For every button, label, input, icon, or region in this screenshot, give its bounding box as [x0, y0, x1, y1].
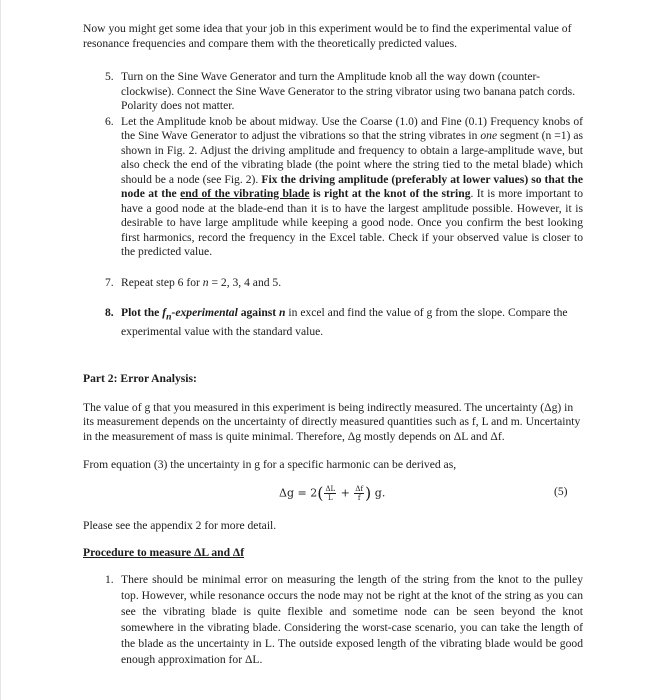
step-5: [83, 70, 583, 114]
item-text: There should be minimal error on measuring the length of the string from the knot to the pulley top. However, while resonance occurs the node may not be right at the knot of the string as you can see the vibrating blade is quite flexible and sometime node can be seen beyond the knot somewhere in the vibrating blade. Considering the worst-case scenario, you can take the length of the blade as the uncertainty in L. The outside exposed length of the vibrating blade would be good enough approximation for ΔL.: [121, 572, 583, 666]
fraction-denominator: L: [327, 493, 333, 502]
variable-n: n: [279, 306, 286, 319]
step-text-part: Repeat step 6 for: [121, 275, 203, 289]
bold-underlined-phrase: end of the vibrating blade: [180, 187, 310, 200]
equation-5: [83, 483, 583, 505]
document-body: [83, 22, 583, 668]
close-paren: ): [365, 483, 372, 503]
fraction-df-f: [354, 485, 364, 502]
variable-n: n: [202, 275, 209, 289]
bold-instruction: is right at the knot of the string: [309, 187, 471, 200]
step-text-part: Let the Amplitude knob be about midway. Use the Coarse (1.0) and Fine (0.1) Frequency knobs of the Sine Wave Generator to adjust the vibrations so that the string vibrates in: [121, 114, 583, 142]
procedure-steps-list: [83, 70, 583, 339]
step-number: 6.: [105, 114, 114, 128]
procedure-heading: Procedure to measure ΔL and Δf: [83, 546, 245, 560]
equation-body: [279, 485, 385, 502]
section-heading: Part 2: Error Analysis:: [83, 372, 197, 386]
step-text-part: segment (n =1) as shown in Fig. 2. Adjust the driving amplitude and frequency to obtain a large-amplitude wave, but also check the end of the vibrating blade (the point where the string tied to the metal blade) which should be a node (see Fig. 2).: [121, 129, 584, 186]
step-6: [83, 115, 583, 260]
fraction-numerator: Δf: [355, 484, 364, 493]
open-paren: (: [317, 483, 324, 503]
plus-sign: +: [340, 486, 350, 500]
step-text: Turn on the Sine Wave Generator and turn the Amplitude knob all the way down (counter-clockwise). Connect the Sine Wave Generator to the string vibrator using two banana patch cords. Polarity does not matter.: [121, 70, 576, 112]
fraction-dl-l: [324, 485, 336, 502]
step-text-part: Plot the: [121, 306, 163, 319]
equation-lhs: Δg = 2: [279, 486, 318, 500]
step-number: 7.: [105, 275, 114, 289]
fraction-numerator: ΔL: [325, 484, 336, 493]
variable-f: f: [162, 306, 167, 319]
emphasis-experimental: -experimental: [171, 306, 238, 319]
step-text-part: . It is more important to have a good node at the blade-end than it is to have the largest amplitude possible. However, it is desirable to have large amplitude while keeping a good node. Once you confirm the best looking first harmonics, record the frequency in the Excel table. Check if your observed value is closer to the predicted value.: [121, 187, 584, 258]
equation-rhs: g.: [374, 486, 386, 500]
step-7: [83, 276, 583, 291]
error-analysis-paragraph: The value of g that you measured in this experiment is being indirectly measured. The uncertainty (Δg) in its measurement depends on the uncertainty of directly measured quantities such as f, L and m. Uncertainty in the measurement of mass is quite minimal. Therefore, Δg mostly depends on ΔL and Δf.: [83, 400, 581, 443]
subscript-n: n: [166, 311, 172, 323]
fraction-denominator: f: [357, 493, 361, 502]
step-number: 5.: [105, 70, 114, 83]
step-text-part: = 2, 3, 4 and 5.: [208, 275, 282, 289]
step-number: 8.: [105, 306, 114, 319]
emphasis-one: one: [480, 129, 498, 142]
item-number: 1.: [105, 572, 114, 586]
derivation-paragraph: From equation (3) the uncertainty in g for a specific harmonic can be derived as,: [83, 458, 457, 472]
step-8: [83, 306, 583, 339]
step-text-part: in excel and find the value of g from the slope. Compare the experimental value with the standard value.: [121, 306, 568, 338]
step-text-part: against: [237, 306, 280, 319]
bold-instruction: Fix the driving amplitude (preferably at lower values) so that the node at the: [121, 172, 584, 200]
procedure-item-1: [83, 572, 583, 668]
equation-number: (5): [554, 484, 568, 498]
intro-paragraph: Now you might get some idea that your job in this experiment would be to find the experimental value of resonance frequencies and compare them with the theoretically predicted values.: [83, 22, 572, 50]
appendix-note: Please see the appendix 2 for more detail.: [83, 518, 277, 532]
